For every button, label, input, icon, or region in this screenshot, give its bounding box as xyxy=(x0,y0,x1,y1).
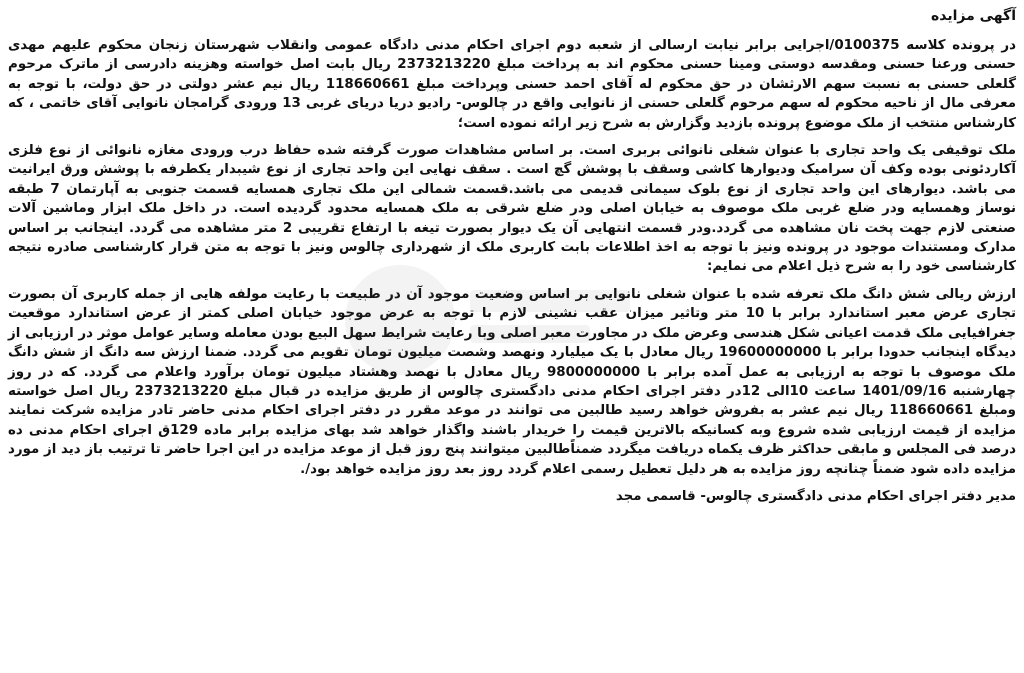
notice-title: آگهی مزایده xyxy=(930,8,1016,24)
valuation-and-auction-paragraph: ارزش ریالی شش دانگ ملک تعرفه شده با عنوان شغلی نانوایی بر اساس وضعیت موجود آن در طبیعت با رعایت مولفه هایی از جمله کاربری آن بصورت تجاری عرض معبر استاندارد برابر با 10 متر وتاثیر میزان عقب نشینی لازم با توجه به عرض موجود خیابان اصلی کمتر از عرض استاندارد موقعیت جغرافیایی ملک قدمت اعیانی شکل هندسی وعرض ملک در مجاورت معبر اصلی وبا رعایت شرایط سهل البیع بودن معامله وسایر عوامل موثر در ارزیابی از دیدگاه اینجانب حدودا برابر با 19600000000 ریال معادل با یک میلیارد ونهصد وشصت میلیون تومان تقویم می گردد. ضمنا ارزش سه دانگ از شش دانگ ملک موصوف با توجه به ارزیابی به عمل آمده برابر با 9800000000 ریال معادل با نهصد وهشتاد میلیون تومان برآورد واعلام می گردد. که در روز چهارشنبه 1401/09/16 ساعت 10الی 12در دفتر اجرای احکام مدنی دادگستری چالوس از طریق مزایده در قبال مبلغ 2373213220 ریال اصل خواسته ومبلغ 118660661 ریال نیم عشر به بفروش خواهد رسید طالبین می توانند در موعد مقرر در دفتر اجرای احکام مدنی حاضر تادر مزایده شرکت نمایند مزایده از قیمت ارزیابی شده شروع وبه کسانیکه بالاترین قیمت را خریدار باشند واگذار خواهد شد بهای مزایده برابر ماده 129ق اجرای احکام مدنی ده درصد فی المجلس و مابقی حداکثر ظرف یکماه دریافت میگردد ضمناًطالبین میتوانند پنج روز قبل از موعد مزایده در این اجرا حاضر تا ترتیب باز دید از مورد مزایده داده شود ضمناً چنانچه روز مزایده به هر دلیل تعطیل رسمی اعلام گردد روز بعد روز مزایده خواهد بود/. xyxy=(8,286,1017,477)
signature-line: مدیر دفتر اجرای احکام مدنی دادگستری چالوس- قاسمی مجد xyxy=(615,488,1016,504)
property-description-paragraph: ملک توقیفی یک واحد تجاری با عنوان شغلی نانوائی بربری است. بر اساس مشاهدات صورت گرفته شده حفاظ درب ورودی مغازه نانوائی از نوع فلزی آکاردئونی بوده وکف آن سرامیک ودیوارها کاشی وسقف با پوشش گچ است . سقف نهایی این واحد تجاری از نوع شیبدار یکطرفه با پوشش ورق ایرانیت می باشد. دیوارهای این واحد تجاری از نوع بلوک سیمانی قدیمی می باشد.قسمت شمالی این ملک تجاری همسایه قسمت جنوبی به آپارتمان 7 طبقه نوساز وهمسایه ودر ضلع غربی ملک موصوف به خیابان اصلی ودر ضلع شرقی به ملک همسایه محدود گردیده است. در داخل ملک ابزار وماشین آلات صنعتی لازم جهت پخت نان مشاهده می گردد.ودر قسمت انتهایی آن یک دیوار بصورت تیغه با ارتفاع تقریبی 2 متر مشاهده می گردد. اینجانب بر اساس مدارک ومستندات موجود در پرونده ونیز با توجه به اخذ اطلاعات بابت کاربری ملک از شهرداری چالوس ونیز با توجه به متن قرار کارشناسی صادره نتیجه کارشناسی خود را به شرح ذیل اعلام می نمایم: xyxy=(8,143,1016,275)
case-summary-paragraph: در پرونده کلاسه 0100375/اجرایی برابر نیابت ارسالی از شعبه دوم اجرای احکام مدنی دادگاه عمومی وانقلاب شهرستان زنجان محکوم علیهم مهدی حسنی ورعنا حسنی ومقدسه دوستی ومینا حسنی محکوم اند به پرداخت مبلغ 2373213220 ریال بابت اصل خواسته وهزینه دادرسی از ماترک مرحوم گلعلی حسنی به نسبت سهم الارثشان در حق محکوم له آقای احمد حسنی وپرداخت مبلغ 118660661 ریال نیم عشر دولتی در حق دولت، با توجه به معرفی مال از ناحیه محکوم له سهم مرحوم گلعلی حسنی از نانوایی واقع در چالوس- رادیو دریا دریای غربی 13 ورودی گرامجان نانوایی آقای خاتمی ، که کارشناس منتخب از ملک موضوع پرونده بازدید وگزارش به شرح زیر ارائه نموده است؛ xyxy=(8,38,1016,131)
